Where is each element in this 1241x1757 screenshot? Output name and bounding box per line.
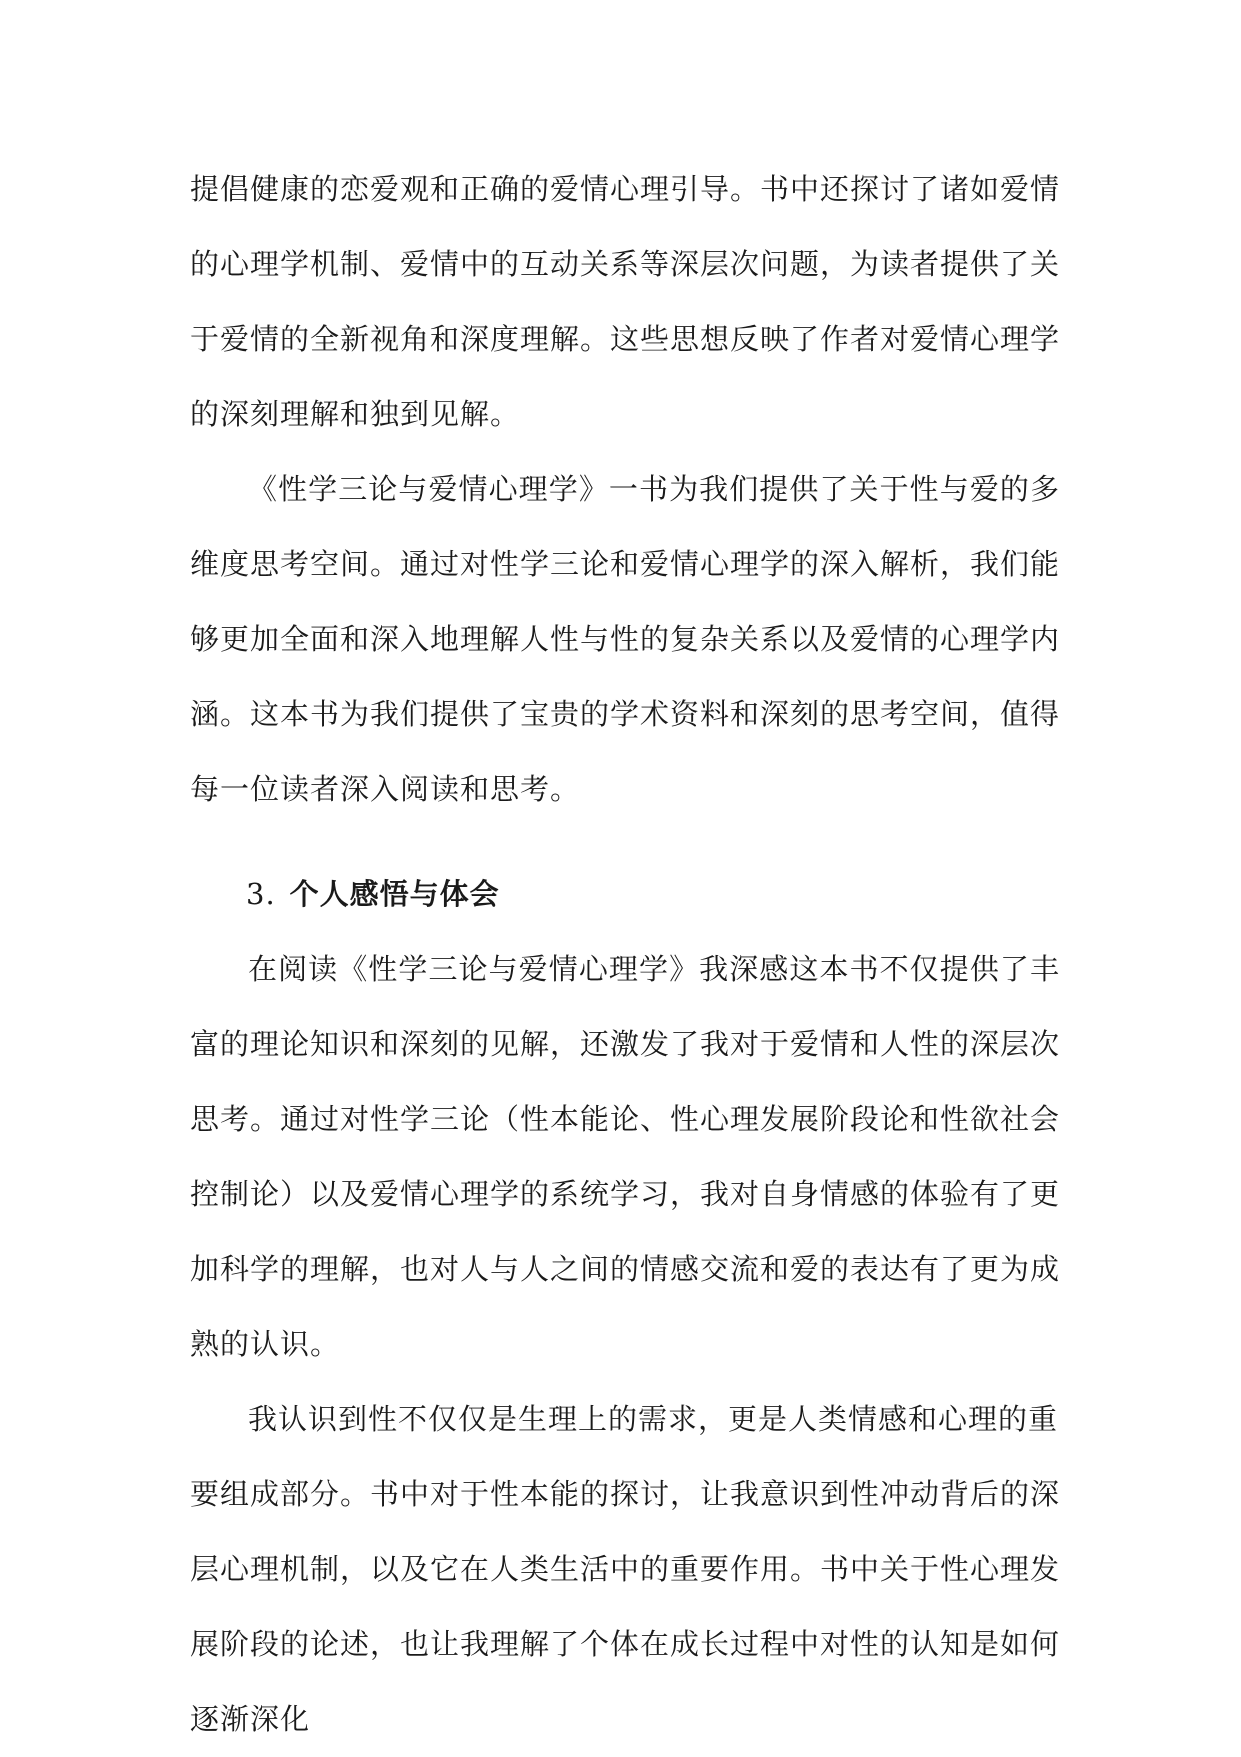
section-title: 个人感悟与体会 [289, 877, 500, 911]
paragraph-book-summary: 《性学三论与爱情心理学》一书为我们提供了关于性与爱的多维度思考空间。通过对性学三论和爱情心理学的深入解析，我们能够更加全面和深入地理解人性与性的复杂关系以及爱情的心理学内涵。这本书为我们提供了宝贵的学术资料和深刻的思考空间，值得每一位读者深入阅读和思考。 [190, 472, 1061, 806]
document-body [190, 152, 1060, 1757]
paragraph-reading-reflection: 在阅读《性学三论与爱情心理学》我深感这本书不仅提供了丰富的理论知识和深刻的见解，还激发了我对于爱情和人性的深层次思考。通过对性学三论（性本能论、性心理发展阶段论和性欲社会控制论）以及爱情心理学的系统学习，我对自身情感的体验有了更加科学的理解，也对人与人之间的情感交流和爱的表达有了更为成熟的认识。 [190, 952, 1061, 1361]
paragraph-personal-insight: 我认识到性不仅仅是生理上的需求，更是人类情感和心理的重要组成部分。书中对于性本能的探讨，让我意识到性冲动背后的深层心理机制，以及它在人类生活中的重要作用。书中关于性心理发展阶段的论述，也让我理解了个体在成长过程中对性的认知是如何逐渐深化 [190, 1402, 1061, 1736]
paragraph-intro-continued: 提倡健康的恋爱观和正确的爱情心理引导。书中还探讨了诸如爱情的心理学机制、爱情中的互动关系等深层次问题，为读者提供了关于爱情的全新视角和深度理解。这些思想反映了作者对爱情心理学的深刻理解和独到见解。 [190, 172, 1061, 431]
section-heading [190, 857, 1060, 932]
section-number: 3. [246, 877, 276, 911]
section-spacer [190, 827, 1060, 857]
